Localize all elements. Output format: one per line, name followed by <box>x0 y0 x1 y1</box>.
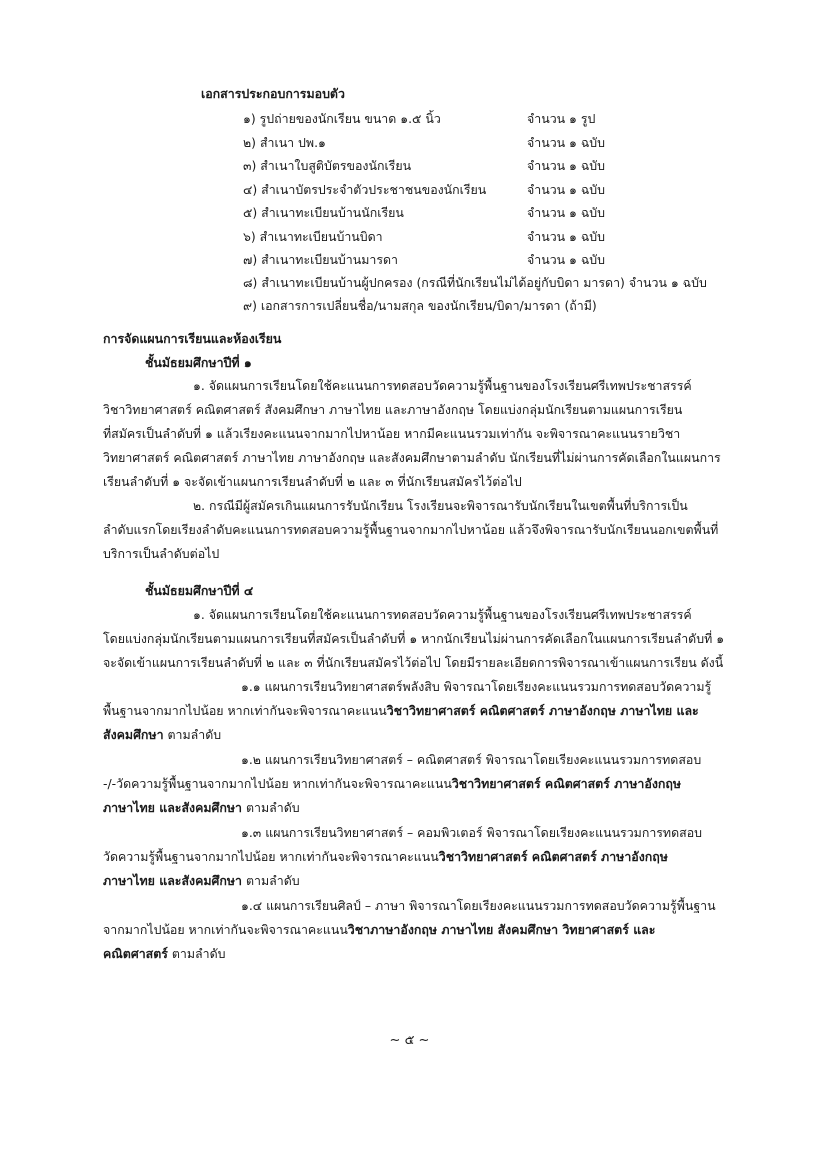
doc-item-qty: จำนวน ๑ ฉบับ <box>527 182 606 197</box>
doc-item-label: ๖) สำเนาทะเบียนบ้านบิดา <box>243 229 383 244</box>
plan-1-1-line <box>103 702 699 720</box>
doc-item-qty: จำนวน ๑ ฉบับ <box>527 135 606 150</box>
plan-1-3-line <box>103 872 300 890</box>
m1-p1-line: ที่สมัครเป็นลำดับที่ ๑ แล้วเรียงคะแนนจากมากไปหาน้อย หากมีคะแนนรวมเท่ากัน จะพิจารณาคะแนนรายวิชา <box>103 426 681 441</box>
plan-1-3-line <box>103 848 668 866</box>
m1-p1-line: เรียนลำดับที่ ๑ จะจัดเข้าแผนการเรียนลำดับที่ ๒ และ ๓ ที่นักเรียนสมัครไว้ต่อไป <box>103 474 522 489</box>
plan-1-4-line <box>103 921 655 939</box>
m4-p1-line: ๑. จัดแผนการเรียนโดยใช้คะแนนการทดสอบวัดความรู้พื้นฐานของโรงเรียนศรีเทพประชาสรรค์ <box>193 607 692 622</box>
plan-1-2-line <box>103 775 681 793</box>
subject-list: ภาษาไทย และสังคมศึกษา <box>103 873 243 888</box>
doc-item-label: ๕) สำเนาทะเบียนบ้านนักเรียน <box>243 205 404 220</box>
m4-p1-line: จะจัดเข้าแผนการเรียนลำดับที่ ๒ และ ๓ ที่นักเรียนสมัครไว้ต่อไป โดยมีรายละเอียดการพิจารณาเข้าแผนการเรียน ดังนี้ <box>103 655 724 670</box>
m1-heading: ชั้นมัธยมศึกษาปีที่ ๑ <box>145 355 252 370</box>
plain-text: ตามลำดับ <box>242 873 300 888</box>
m1-p2-line: บริการเป็นลำดับต่อไป <box>103 546 220 561</box>
doc-item-label: ๗) สำเนาทะเบียนบ้านมารดา <box>243 252 399 267</box>
m1-p1-line: วิชาวิทยาศาสตร์ คณิตศาสตร์ สังคมศึกษา ภาษาไทย และภาษาอังกฤษ โดยแบ่งกลุ่มนักเรียนตามแผนการเรียน <box>103 402 683 417</box>
subject-list: ภาษาไทย และสังคมศึกษา <box>103 800 243 815</box>
plain-text: ตามลำดับ <box>242 800 300 815</box>
m1-p1-line: วิทยาศาสตร์ คณิตศาสตร์ ภาษาไทย ภาษาอังกฤษ และสังคมศึกษาตามลำดับ นักเรียนที่ไม่ผ่านการคัดเลือกในแผนการ <box>103 450 721 465</box>
m1-p2-line: ๒. กรณีมีผู้สมัครเกินแผนการรับนักเรียน โรงเรียนจะพิจารณารับนักเรียนในเขตพื้นที่บริการเป็น <box>193 498 688 513</box>
plan-1-4-line <box>103 945 226 963</box>
plain-text: พื้นฐานจากมากไปน้อย หากเท่ากันจะพิจารณาคะแนน <box>103 703 387 718</box>
plan-1-1-line: ๑.๑ แผนการเรียนวิทยาศาสตร์พลังสิบ พิจารณาโดยเรียงคะแนนรวมการทดสอบวัดความรู้ <box>241 679 712 694</box>
doc-item-qty: จำนวน ๑ ฉบับ <box>527 229 606 244</box>
doc-item-label: ๓) สำเนาใบสูติบัตรของนักเรียน <box>243 158 412 173</box>
subject-list: วิชาวิทยาศาสตร์ คณิตศาสตร์ ภาษาอังกฤษ <box>438 849 668 864</box>
doc-item-label: ๒) สำเนา ปพ.๑ <box>243 135 326 150</box>
doc-item-qty: จำนวน ๑ ฉบับ <box>527 252 606 267</box>
subject-list: คณิตศาสตร์ <box>103 946 168 961</box>
m4-heading: ชั้นมัธยมศึกษาปีที่ ๔ <box>145 583 254 598</box>
plain-text: จากมากไปน้อย หากเท่ากันจะพิจารณาคะแนน <box>103 922 348 937</box>
plain-text: วัดความรู้พื้นฐานจากมากไปน้อย หากเท่ากันจะพิจารณาคะแนน <box>103 849 439 864</box>
subject-list: วิชาภาษาอังกฤษ ภาษาไทย สังคมศึกษา วิทยาศาสตร์ และ <box>347 922 656 937</box>
plan-1-1-line <box>103 726 221 744</box>
subject-list: วิชาวิทยาศาสตร์ คณิตศาสตร์ ภาษาอังกฤษ <box>451 776 682 791</box>
doc-item-qty: จำนวน ๑ ฉบับ <box>527 158 606 173</box>
doc-item-label: ๙) เอกสารการเปลี่ยนชื่อ/นามสกุล ของนักเรียน/บิดา/มารดา (ถ้ามี) <box>243 298 597 313</box>
m4-p1-line: โดยแบ่งกลุ่มนักเรียนตามแผนการเรียนที่สมัครเป็นลำดับที่ ๑ หากนักเรียนไม่ผ่านการคัดเลือกในแผนการเรียนลำดับที่ ๑ <box>103 631 725 646</box>
subject-list: สังคมศึกษา <box>103 727 164 742</box>
page-number: ~ ๕ ~ <box>389 1033 430 1048</box>
plain-text: ตามลำดับ <box>163 727 222 742</box>
documents-heading: เอกสารประกอบการมอบตัว <box>201 86 345 101</box>
doc-item-qty: จำนวน ๑ รูป <box>527 111 596 126</box>
doc-item-qty: จำนวน ๑ ฉบับ <box>527 205 606 220</box>
plan-1-2-line: ๑.๒ แผนการเรียนวิทยาศาสตร์ – คณิตศาสตร์ พิจารณาโดยเรียงคะแนนรวมการทดสอบ <box>241 752 702 767</box>
plan-1-3-line: ๑.๓ แผนการเรียนวิทยาศาสตร์ – คอมพิวเตอร์ พิจารณาโดยเรียงคะแนนรวมการทดสอบ <box>241 825 703 840</box>
doc-item-label: ๔) สำเนาบัตรประจำตัวประชาชนของนักเรียน <box>243 182 487 197</box>
plan-1-4-line: ๑.๔ แผนการเรียนศิลป์ – ภาษา พิจารณาโดยเรียงคะแนนรวมการทดสอบวัดความรู้พื้นฐาน <box>241 898 716 913</box>
doc-item-label: ๑) รูปถ่ายของนักเรียน ขนาด ๑.๕ นิ้ว <box>243 111 441 126</box>
doc-item-label: ๘) สำเนาทะเบียนบ้านผู้ปกครอง (กรณีที่นักเรียนไม่ได้อยู่กับบิดา มารดา) จำนวน ๑ ฉบับ <box>243 275 707 290</box>
plain-text: ตามลำดับ <box>167 946 226 961</box>
plan-1-2-line <box>103 799 300 817</box>
m1-p2-line: ลำดับแรกโดยเรียงลำดับคะแนนการทดสอบความรู้พื้นฐานจากมากไปหาน้อย แล้วจึงพิจารณารับนักเรียนนอกเขตพื้นที่ <box>103 522 719 537</box>
subject-list: วิชาวิทยาศาสตร์ คณิตศาสตร์ ภาษาอังกฤษ ภาษาไทย และ <box>386 703 699 718</box>
arrangement-heading: การจัดแผนการเรียนและห้องเรียน <box>103 331 282 346</box>
m1-p1-line: ๑. จัดแผนการเรียนโดยใช้คะแนนการทดสอบวัดความรู้พื้นฐานของโรงเรียนศรีเทพประชาสรรค์ <box>193 378 692 393</box>
plain-text: -/-วัดความรู้พื้นฐานจากมากไปน้อย หากเท่ากันจะพิจารณาคะแนน <box>103 776 452 791</box>
